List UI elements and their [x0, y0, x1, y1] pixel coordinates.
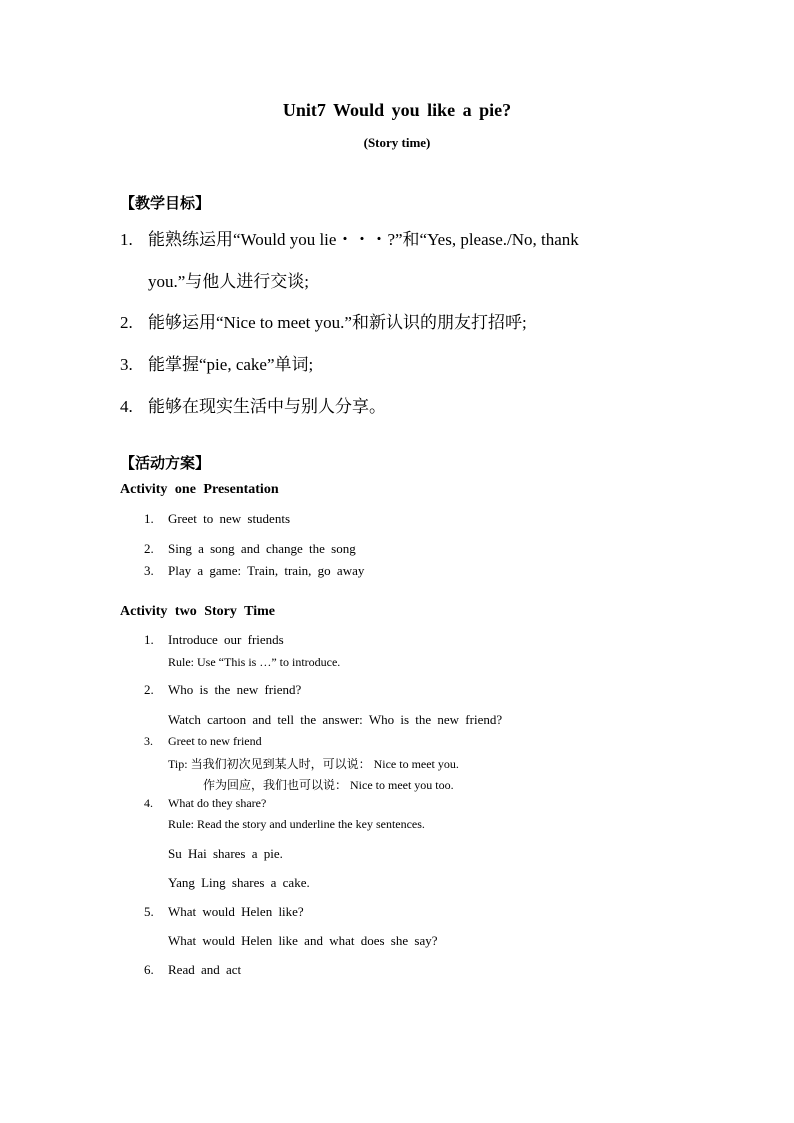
objective-item — [120, 392, 386, 417]
objective-item — [120, 308, 527, 333]
list-item-text: What do they share? — [168, 796, 267, 810]
list-item-number: 3. — [144, 734, 153, 748]
list-item-number: 1. — [144, 511, 154, 526]
list-item — [144, 511, 290, 527]
page-title: Unit7 Would you like a pie? — [282, 100, 512, 120]
list-item-note: Rule: Read the story and underline the key sentences. — [168, 817, 425, 831]
list-item — [144, 563, 364, 579]
list-item-number: 4. — [144, 796, 153, 810]
list-item-note: 作为回应，我们也可以说： Nice to meet you too. — [203, 778, 454, 792]
objective-text: 能够在现实生活中与别人分享。 — [148, 397, 386, 416]
list-item-note: Yang Ling shares a cake. — [168, 875, 310, 890]
list-item — [144, 682, 301, 698]
activity-two-title: Activity two Story Time — [120, 604, 275, 619]
page-subtitle: (Story time) — [363, 135, 431, 150]
list-item-text: Introduce our friends — [168, 632, 284, 647]
list-item-number: 3. — [144, 563, 154, 578]
list-item-number: 2. — [144, 682, 154, 697]
list-item-text: Greet to new students — [168, 511, 291, 526]
objective-text: 能掌握“pie, cake”单词; — [148, 355, 314, 374]
list-item-note: Watch cartoon and tell the answer: Who is the new friend? — [168, 712, 503, 727]
activities-heading: 【活动方案】 — [120, 456, 211, 472]
list-item — [144, 541, 356, 557]
objective-text: 能熟练运用“Would you lie・・・?”和“Yes, please./No, thank — [148, 230, 579, 249]
objective-item — [120, 225, 579, 250]
objective-number: 4. — [120, 397, 133, 416]
list-item — [144, 904, 304, 920]
list-item-note: Rule: Use “This is …” to introduce. — [168, 655, 341, 669]
list-item — [144, 962, 241, 978]
list-item-text: Greet to new friend — [168, 734, 262, 748]
list-item-text: Who is the new friend? — [168, 682, 302, 697]
objective-number: 1. — [120, 230, 133, 249]
list-item — [144, 734, 262, 749]
list-item-number: 1. — [144, 632, 154, 647]
objective-text-continued: you.”与他人进行交谈; — [148, 272, 310, 291]
list-item-note: What would Helen like and what does she say? — [168, 933, 438, 948]
list-item-text: Sing a song and change the song — [168, 541, 356, 556]
list-item — [144, 632, 284, 648]
list-item-number: 2. — [144, 541, 154, 556]
objective-number: 3. — [120, 355, 133, 374]
objective-item — [120, 350, 313, 375]
list-item-note: Su Hai shares a pie. — [168, 846, 283, 861]
list-item-note: Tip: 当我们初次见到某人时，可以说： Nice to meet you. — [168, 757, 459, 771]
list-item-number: 5. — [144, 904, 154, 919]
activity-one-title: Activity one Presentation — [120, 482, 279, 497]
objectives-heading: 【教学目标】 — [120, 196, 211, 212]
objective-number: 2. — [120, 313, 133, 332]
list-item-text: What would Helen like? — [168, 904, 304, 919]
list-item — [144, 796, 266, 811]
objective-text: 能够运用“Nice to meet you.”和新认识的朋友打招呼; — [148, 313, 527, 332]
list-item-text: Read and act — [168, 962, 242, 977]
list-item-number: 6. — [144, 962, 154, 977]
list-item-text: Play a game: Train, train, go away — [168, 563, 365, 578]
